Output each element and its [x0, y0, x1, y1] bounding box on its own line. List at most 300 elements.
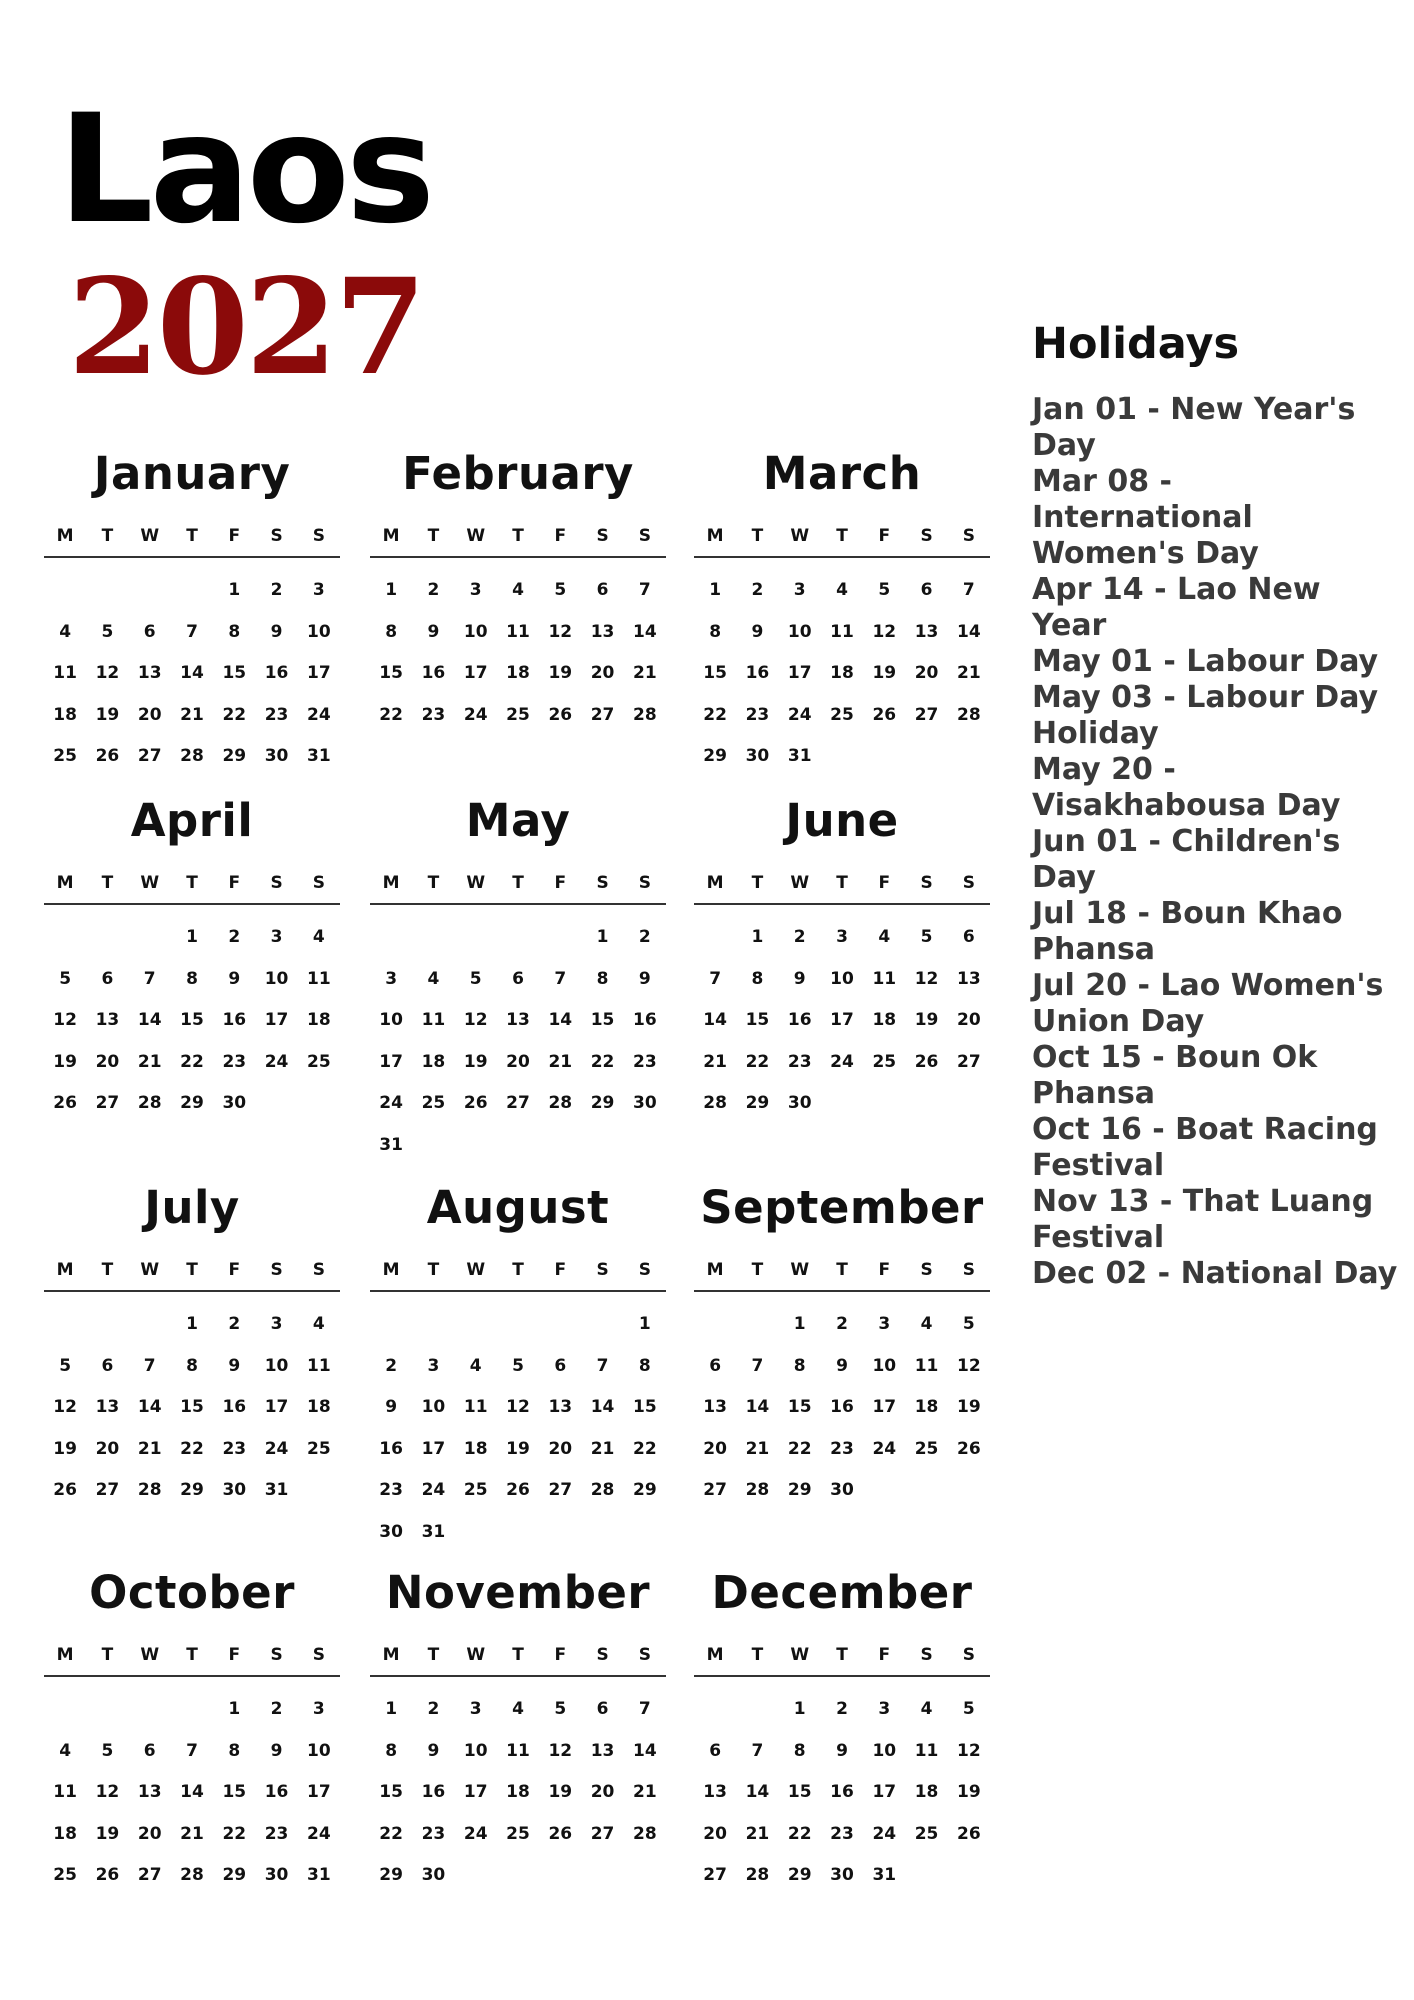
holiday-item: Oct 15 - Boun Ok Phansa [1032, 1040, 1318, 1111]
month-january [44, 448, 340, 778]
month-april [44, 795, 340, 1125]
day-cell: 21 [590, 1438, 615, 1459]
day-cell: 21 [548, 1051, 573, 1072]
day-cell: 3 [385, 968, 398, 989]
weekday-header: W [466, 1645, 486, 1665]
weekday-header: W [466, 1260, 486, 1280]
day-cell: 5 [962, 1314, 975, 1334]
weekday-header: T [427, 526, 440, 546]
day-cell: 7 [186, 1740, 198, 1761]
day-cell: 20 [95, 1051, 120, 1072]
day-cell: 4 [312, 927, 325, 947]
day-cell: 24 [872, 1823, 897, 1844]
day-cell: 25 [421, 1093, 446, 1113]
day-cell: 6 [143, 621, 156, 642]
weekday-header: M [56, 1645, 74, 1665]
month-november [370, 1567, 666, 1897]
day-cell: 28 [137, 1093, 162, 1113]
day-cell: 2 [751, 580, 764, 600]
day-cell: 29 [379, 1865, 403, 1885]
weekday-header: S [596, 1260, 609, 1280]
day-cell: 30 [222, 1093, 247, 1113]
day-cell: 7 [962, 580, 975, 600]
day-cell: 25 [914, 1438, 939, 1459]
day-cell: 14 [633, 621, 657, 642]
day-cell: 26 [95, 746, 120, 766]
weekday-header: T [751, 526, 764, 546]
day-cell: 9 [270, 621, 283, 642]
day-cell: 18 [53, 704, 77, 725]
day-cell: 4 [836, 580, 848, 600]
day-cell: 17 [872, 1397, 897, 1417]
day-cell: 10 [264, 968, 289, 989]
day-cell: 10 [463, 621, 488, 642]
day-cell: 8 [228, 1740, 241, 1761]
weekday-header-row [44, 873, 340, 905]
day-cell: 26 [957, 1438, 981, 1459]
day-cell: 15 [222, 663, 247, 683]
weekday-header: M [706, 526, 724, 546]
day-cell: 1 [186, 1314, 198, 1334]
month-name: March [762, 447, 922, 500]
day-cell: 1 [793, 1314, 806, 1334]
weekday-header: S [962, 526, 975, 546]
holiday-item: Nov 13 - That Luang Festival [1032, 1184, 1374, 1255]
day-cell: 14 [633, 1740, 657, 1761]
weekday-header: S [312, 1645, 325, 1665]
weekday-header: T [512, 526, 524, 546]
day-cell: 6 [596, 580, 609, 600]
day-cell: 2 [427, 1699, 440, 1719]
day-cell: 29 [590, 1093, 615, 1113]
day-cell: 1 [186, 927, 198, 947]
weekday-header: S [638, 1260, 651, 1280]
holidays-title: Holidays [1032, 319, 1240, 369]
day-cell: 22 [180, 1438, 204, 1459]
holiday-item: Oct 16 - Boat Racing Festival [1032, 1112, 1378, 1183]
day-cell: 2 [427, 580, 440, 600]
day-cell: 6 [709, 1740, 722, 1761]
weekday-header: W [140, 1260, 160, 1280]
day-cell: 29 [222, 1865, 247, 1885]
day-cell: 4 [312, 1314, 325, 1334]
day-cell: 26 [957, 1823, 981, 1844]
day-cell: 10 [787, 621, 812, 642]
day-cell: 21 [137, 1438, 162, 1459]
holiday-item: Apr 14 - Lao New Year [1032, 572, 1321, 643]
day-cell: 8 [638, 1355, 651, 1376]
day-cell: 15 [379, 663, 403, 683]
day-cell: 27 [957, 1051, 981, 1072]
day-cell: 27 [95, 1480, 120, 1500]
day-cell: 12 [53, 1397, 77, 1417]
day-cell: 6 [143, 1740, 156, 1761]
day-cell: 23 [421, 1823, 446, 1844]
day-cell: 13 [95, 1010, 120, 1030]
day-cell: 11 [307, 968, 331, 989]
month-name: December [711, 1566, 973, 1619]
day-cell: 26 [914, 1051, 939, 1072]
weekday-header: S [638, 873, 651, 893]
day-cell: 2 [228, 927, 241, 947]
day-cell: 23 [421, 704, 446, 725]
weekday-header-row [370, 1645, 666, 1677]
weekday-header: S [596, 873, 609, 893]
day-cell: 24 [264, 1438, 289, 1459]
day-cell: 17 [463, 1782, 488, 1802]
day-cell: 8 [793, 1355, 806, 1376]
day-cell: 23 [633, 1051, 657, 1072]
day-grid [370, 905, 666, 1166]
day-cell: 14 [745, 1397, 770, 1417]
weekday-header: F [554, 1645, 567, 1665]
day-cell: 12 [548, 621, 573, 642]
day-cell: 18 [914, 1397, 939, 1417]
day-cell: 9 [427, 1740, 440, 1761]
day-cell: 26 [95, 1865, 120, 1885]
day-cell: 10 [872, 1740, 897, 1761]
day-cell: 8 [186, 968, 198, 989]
weekday-header: F [554, 526, 567, 546]
day-cell: 24 [264, 1051, 289, 1072]
day-cell: 29 [222, 746, 247, 766]
day-cell: 1 [709, 580, 722, 600]
day-cell: 9 [836, 1355, 848, 1376]
day-cell: 27 [137, 1865, 162, 1885]
day-cell: 8 [596, 968, 609, 989]
month-name: April [130, 794, 254, 847]
weekday-header: T [836, 873, 848, 893]
day-cell: 14 [180, 1782, 204, 1802]
day-cell: 17 [463, 663, 488, 683]
day-cell: 19 [548, 663, 573, 683]
day-cell: 21 [180, 704, 204, 725]
day-cell: 23 [379, 1480, 403, 1500]
day-cell: 5 [962, 1699, 975, 1719]
day-cell: 22 [703, 704, 727, 725]
weekday-header: S [920, 873, 933, 893]
day-cell: 25 [463, 1480, 488, 1500]
day-cell: 26 [548, 704, 573, 725]
day-cell: 30 [264, 746, 289, 766]
weekday-header: F [228, 1645, 241, 1665]
weekday-header-row [694, 873, 990, 905]
weekday-header: T [836, 1645, 848, 1665]
weekday-header: T [101, 1645, 114, 1665]
day-cell: 13 [137, 663, 162, 683]
month-name: February [402, 447, 634, 500]
day-cell: 3 [878, 1314, 891, 1334]
day-cell: 5 [512, 1355, 524, 1376]
day-cell: 24 [830, 1051, 854, 1072]
day-cell: 11 [506, 621, 530, 642]
day-cell: 3 [270, 1314, 283, 1334]
day-cell: 13 [590, 1740, 615, 1761]
day-cell: 19 [53, 1438, 77, 1459]
month-name: November [385, 1566, 651, 1619]
day-cell: 3 [270, 927, 283, 947]
day-cell: 21 [137, 1051, 162, 1072]
day-cell: 9 [228, 1355, 241, 1376]
weekday-header: S [312, 526, 325, 546]
holidays-panel [1032, 318, 1402, 1292]
day-cell: 26 [53, 1480, 77, 1500]
day-cell: 30 [830, 1865, 854, 1885]
month-september [694, 1182, 990, 1512]
day-cell: 28 [703, 1093, 727, 1113]
day-cell: 29 [787, 1865, 812, 1885]
day-cell: 14 [590, 1397, 615, 1417]
day-cell: 4 [878, 927, 891, 947]
day-cell: 4 [59, 621, 72, 642]
weekday-header: W [140, 526, 160, 546]
day-cell: 8 [793, 1740, 806, 1761]
day-cell: 24 [787, 704, 812, 725]
day-cell: 6 [920, 580, 933, 600]
day-cell: 20 [703, 1823, 727, 1844]
day-cell: 13 [506, 1010, 530, 1030]
day-cell: 23 [264, 704, 289, 725]
day-cell: 30 [222, 1480, 247, 1500]
day-cell: 19 [95, 704, 120, 725]
day-cell: 24 [463, 704, 488, 725]
day-cell: 14 [137, 1010, 162, 1030]
weekday-header: S [270, 1645, 283, 1665]
day-cell: 16 [421, 663, 446, 683]
day-cell: 26 [53, 1093, 77, 1113]
holiday-item: May 03 - Labour Day Holiday [1032, 680, 1379, 751]
day-cell: 28 [745, 1480, 770, 1500]
day-cell: 17 [264, 1010, 289, 1030]
day-cell: 3 [793, 580, 806, 600]
holiday-item: Dec 02 - National Day [1032, 1256, 1398, 1291]
day-cell: 11 [463, 1397, 488, 1417]
day-cell: 1 [793, 1699, 806, 1719]
day-cell: 1 [596, 927, 609, 947]
day-cell: 27 [506, 1093, 530, 1113]
day-cell: 22 [222, 704, 247, 725]
day-cell: 9 [228, 968, 241, 989]
weekday-header: T [427, 1645, 440, 1665]
day-cell: 5 [878, 580, 891, 600]
weekday-header: M [56, 1260, 74, 1280]
weekday-header: M [382, 873, 400, 893]
weekday-header-row [44, 1645, 340, 1677]
day-cell: 5 [101, 621, 114, 642]
day-cell: 4 [920, 1699, 933, 1719]
day-cell: 21 [745, 1823, 770, 1844]
day-cell: 9 [270, 1740, 283, 1761]
weekday-header-row [44, 526, 340, 558]
day-cell: 11 [53, 663, 77, 683]
day-cell: 20 [590, 1782, 615, 1802]
weekday-header: S [962, 1260, 975, 1280]
day-cell: 19 [506, 1438, 530, 1459]
day-cell: 22 [633, 1438, 657, 1459]
day-cell: 5 [101, 1740, 114, 1761]
day-cell: 22 [787, 1823, 812, 1844]
day-cell: 25 [830, 704, 854, 725]
day-cell: 7 [554, 968, 567, 989]
day-cell: 7 [186, 621, 198, 642]
holiday-item: Jul 20 - Lao Women's Union Day [1032, 968, 1384, 1039]
weekday-header: F [554, 873, 567, 893]
day-cell: 22 [379, 1823, 403, 1844]
day-cell: 23 [222, 1438, 247, 1459]
day-cell: 11 [830, 621, 854, 642]
day-cell: 25 [307, 1438, 331, 1459]
day-cell: 1 [638, 1314, 651, 1334]
day-cell: 15 [379, 1782, 403, 1802]
weekday-header: W [466, 526, 486, 546]
day-cell: 31 [787, 746, 812, 766]
day-cell: 17 [421, 1438, 446, 1459]
day-cell: 6 [101, 1355, 114, 1376]
day-cell: 10 [421, 1397, 446, 1417]
day-cell: 18 [307, 1397, 331, 1417]
day-cell: 20 [137, 704, 162, 725]
weekday-header: F [228, 873, 241, 893]
day-cell: 28 [548, 1093, 573, 1113]
day-cell: 11 [872, 968, 897, 989]
day-cell: 1 [751, 927, 764, 947]
day-cell: 29 [180, 1093, 204, 1113]
day-cell: 24 [463, 1823, 488, 1844]
day-cell: 5 [554, 580, 567, 600]
day-cell: 5 [920, 927, 933, 947]
day-cell: 7 [638, 580, 651, 600]
month-december [694, 1567, 990, 1897]
day-cell: 13 [95, 1397, 120, 1417]
weekday-header-row [370, 526, 666, 558]
day-cell: 23 [264, 1823, 289, 1844]
day-cell: 23 [787, 1051, 812, 1072]
day-cell: 20 [957, 1010, 981, 1030]
weekday-header: M [706, 873, 724, 893]
day-cell: 13 [914, 621, 939, 642]
weekday-header: M [706, 1260, 724, 1280]
weekday-header: T [101, 526, 114, 546]
day-cell: 24 [872, 1438, 897, 1459]
day-grid [370, 558, 666, 736]
day-cell: 26 [872, 704, 897, 725]
weekday-header: S [596, 1645, 609, 1665]
day-cell: 31 [379, 1134, 403, 1155]
day-cell: 20 [548, 1438, 573, 1459]
weekday-header: T [751, 1260, 764, 1280]
day-cell: 15 [745, 1010, 770, 1030]
day-cell: 13 [703, 1397, 727, 1417]
day-cell: 28 [957, 704, 981, 725]
holiday-item: Jul 18 - Boun Khao Phansa [1032, 896, 1343, 967]
day-cell: 9 [427, 621, 440, 642]
day-cell: 13 [590, 621, 615, 642]
day-cell: 3 [836, 927, 848, 947]
day-cell: 13 [703, 1782, 727, 1802]
weekday-header: T [186, 1645, 198, 1665]
day-cell: 17 [830, 1010, 854, 1030]
day-cell: 8 [709, 621, 722, 642]
day-grid [44, 558, 340, 778]
day-cell: 15 [180, 1397, 204, 1417]
day-cell: 6 [512, 968, 524, 989]
month-name: June [785, 794, 899, 847]
day-cell: 16 [787, 1010, 812, 1030]
day-cell: 15 [787, 1397, 812, 1417]
day-cell: 11 [53, 1782, 77, 1802]
day-cell: 16 [745, 663, 770, 683]
weekday-header: T [427, 1260, 440, 1280]
day-cell: 8 [186, 1355, 198, 1376]
weekday-header: M [382, 1260, 400, 1280]
day-cell: 20 [95, 1438, 120, 1459]
day-cell: 17 [307, 663, 331, 683]
weekday-header: S [312, 873, 325, 893]
month-name: May [465, 794, 571, 847]
day-cell: 18 [506, 663, 530, 683]
holiday-item: Mar 08 - International Women's Day [1032, 464, 1259, 571]
page-title-year: 2027 [68, 250, 424, 405]
day-cell: 31 [872, 1865, 897, 1885]
day-cell: 11 [421, 1010, 446, 1030]
weekday-header-row [694, 1645, 990, 1677]
month-july [44, 1182, 340, 1512]
day-cell: 27 [590, 704, 615, 725]
weekday-header: T [186, 873, 198, 893]
day-cell: 28 [633, 1823, 657, 1844]
weekday-header: F [878, 873, 891, 893]
month-august [370, 1182, 666, 1553]
day-cell: 14 [703, 1010, 727, 1030]
month-name: January [93, 447, 291, 500]
day-cell: 11 [914, 1355, 939, 1376]
weekday-header: T [836, 1260, 848, 1280]
day-cell: 22 [180, 1051, 204, 1072]
month-name: October [89, 1566, 295, 1619]
day-cell: 9 [836, 1740, 848, 1761]
day-cell: 19 [872, 663, 897, 683]
weekday-header: S [270, 873, 283, 893]
day-grid [694, 1677, 990, 1897]
day-cell: 5 [554, 1699, 567, 1719]
day-cell: 2 [228, 1314, 241, 1334]
day-cell: 15 [703, 663, 727, 683]
month-name: September [700, 1181, 984, 1234]
day-cell: 20 [137, 1823, 162, 1844]
day-cell: 6 [709, 1355, 722, 1376]
day-cell: 22 [590, 1051, 615, 1072]
day-cell: 9 [385, 1397, 398, 1417]
day-cell: 20 [703, 1438, 727, 1459]
day-cell: 25 [506, 704, 530, 725]
weekday-header: T [101, 873, 114, 893]
day-cell: 23 [222, 1051, 247, 1072]
month-name: August [426, 1181, 610, 1234]
day-cell: 12 [463, 1010, 488, 1030]
weekday-header: F [554, 1260, 567, 1280]
day-cell: 24 [379, 1093, 403, 1113]
day-cell: 18 [872, 1010, 897, 1030]
day-cell: 4 [512, 1699, 524, 1719]
day-cell: 7 [709, 968, 722, 989]
day-cell: 22 [379, 704, 403, 725]
day-cell: 10 [307, 621, 331, 642]
weekday-header: T [186, 1260, 198, 1280]
weekday-header: T [751, 1645, 764, 1665]
day-cell: 13 [548, 1397, 573, 1417]
weekday-header: S [638, 526, 651, 546]
day-cell: 27 [703, 1865, 727, 1885]
